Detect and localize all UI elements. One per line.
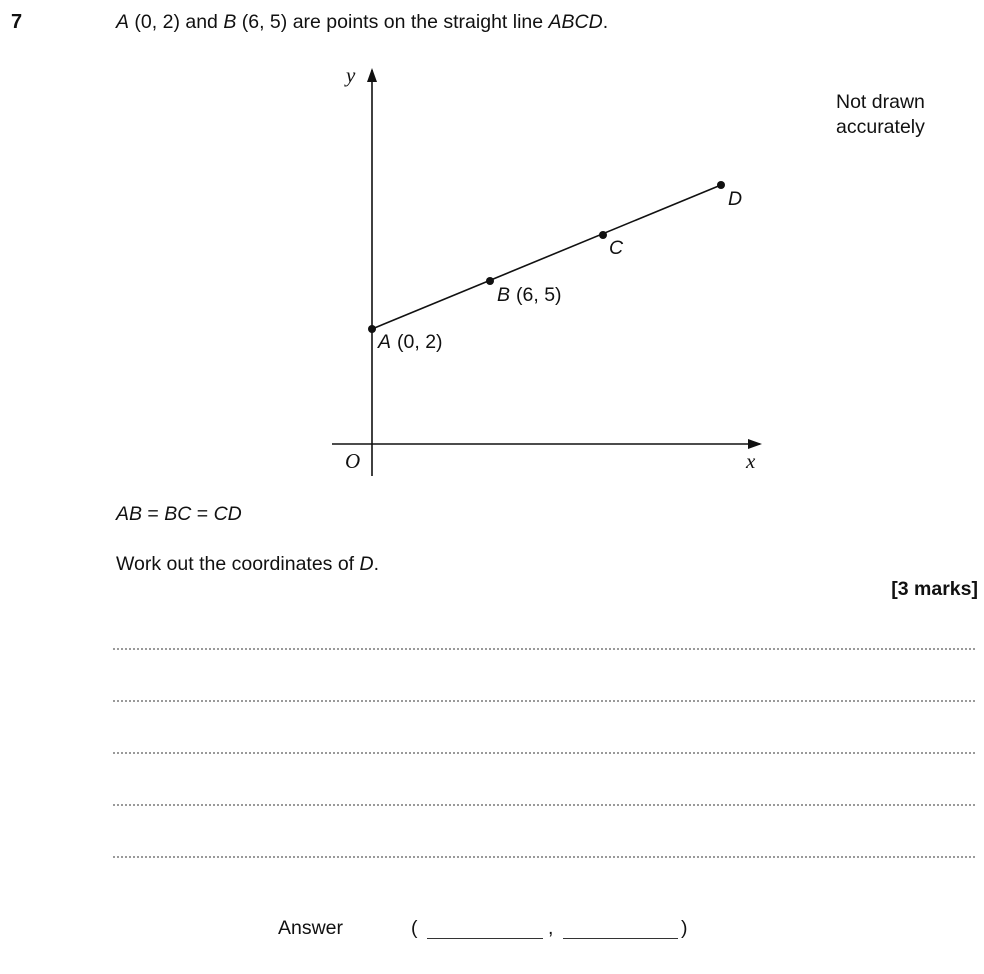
- stem-line-name: ABCD: [548, 11, 603, 33]
- working-line-4[interactable]: [113, 804, 975, 806]
- equality-statement: [116, 503, 242, 526]
- answer-comma: ,: [548, 917, 554, 939]
- answer-x-blank[interactable]: [427, 938, 543, 939]
- point-b-label: [497, 284, 562, 306]
- segment-bc: BC: [164, 503, 192, 525]
- point-b-dot: [486, 277, 494, 285]
- marks-label: [3 marks]: [891, 578, 978, 600]
- task-body: Work out the coordinates of: [116, 553, 360, 575]
- origin-label: O: [345, 449, 361, 473]
- point-d-label: D: [728, 188, 743, 210]
- task-end: .: [373, 553, 380, 575]
- point-a-dot: [368, 325, 376, 333]
- working-line-3[interactable]: [113, 752, 975, 754]
- note-line-1: Not drawn: [836, 91, 925, 113]
- question-number: 7: [11, 11, 23, 33]
- equals-2: =: [191, 503, 214, 525]
- point-a-label: [377, 331, 443, 353]
- answer-label: Answer: [278, 917, 344, 939]
- task-var: D: [359, 553, 374, 575]
- equals-1: =: [142, 503, 165, 525]
- working-line-5[interactable]: [113, 856, 975, 858]
- point-b-coords: (6, 5): [516, 284, 562, 306]
- note-line-2: accurately: [836, 116, 925, 138]
- line-abcd: [372, 185, 721, 329]
- stem-point-a: A: [116, 11, 130, 33]
- task-text: [116, 553, 379, 576]
- answer-close-paren: ): [681, 917, 688, 939]
- point-a-coords: (0, 2): [397, 331, 443, 353]
- stem-b-coords: (6, 5) are points on the straight line: [236, 11, 549, 33]
- answer-open-paren: (: [411, 917, 418, 939]
- segment-ab: AB: [116, 503, 143, 525]
- point-c-dot: [599, 231, 607, 239]
- answer-y-blank[interactable]: [563, 938, 678, 939]
- point-a-name: A: [378, 331, 392, 353]
- point-d-dot: [717, 181, 725, 189]
- point-c-label: C: [609, 237, 624, 259]
- stem-point-b: B: [223, 11, 237, 33]
- segment-cd: CD: [213, 503, 242, 525]
- stem-end: .: [602, 11, 609, 33]
- y-axis-label: y: [346, 63, 356, 87]
- stem-a-coords: (0, 2) and: [129, 11, 224, 33]
- x-axis-label: x: [746, 449, 756, 473]
- working-line-2[interactable]: [113, 700, 975, 702]
- working-line-1[interactable]: [113, 648, 975, 650]
- point-b-name: B: [497, 284, 511, 306]
